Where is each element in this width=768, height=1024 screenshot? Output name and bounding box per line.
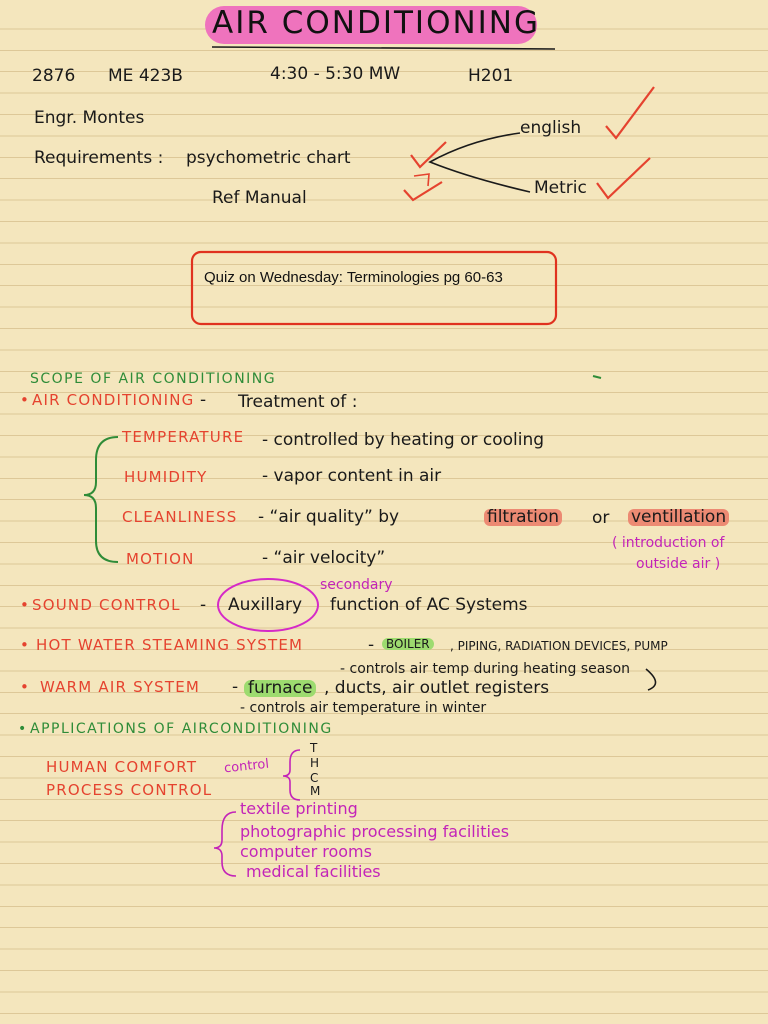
- branch-metric: Metric: [534, 178, 587, 198]
- human-comfort: HUMAN COMFORT: [46, 758, 198, 776]
- bullet-icon: •: [20, 596, 31, 614]
- brace-icon-thcm: [283, 750, 300, 800]
- thcm-t: T: [310, 741, 318, 755]
- check-icon-english: [606, 87, 654, 138]
- course-code: 2876: [32, 66, 76, 86]
- sound-dash: -: [200, 595, 207, 615]
- note-outside-air: outside air ): [636, 556, 721, 572]
- quiz-box-border: [192, 252, 556, 324]
- term-cleanliness: CLEANLINESS: [122, 508, 238, 526]
- green-mark-icon: [593, 376, 601, 378]
- bullet-icon: •: [20, 391, 31, 409]
- app-computer: computer rooms: [240, 842, 372, 861]
- auxillary-word: Auxillary: [228, 595, 303, 615]
- desc-humidity: - vapor content in air: [262, 466, 442, 486]
- highlight-ventilation: ventillation: [628, 509, 729, 526]
- term-humidity: HUMIDITY: [124, 468, 208, 486]
- highlight-boiler: BOILER: [382, 638, 434, 650]
- process-control: PROCESS CONTROL: [46, 781, 213, 799]
- sound-label: SOUND CONTROL: [32, 596, 181, 614]
- app-photographic: photographic processing facilities: [240, 822, 510, 841]
- text-or: or: [592, 508, 610, 528]
- hot-water-dash: -: [368, 635, 375, 655]
- title-underline: [212, 47, 555, 49]
- ac-label: AIR CONDITIONING: [32, 391, 195, 409]
- warm-air-dash: -: [232, 677, 239, 697]
- note-introduction: ( introduction of: [612, 535, 725, 551]
- highlight-furnace: furnace: [244, 680, 316, 697]
- desc-cleanliness: - “air quality” by: [258, 507, 400, 527]
- desc-temperature: - controlled by heating or cooling: [262, 430, 545, 450]
- ac-dash: -: [200, 390, 207, 410]
- desc-motion: - “air velocity”: [262, 548, 386, 568]
- requirements-label: Requirements :: [34, 148, 164, 168]
- curl-arrow-icon: [646, 669, 656, 690]
- hot-water-label: HOT WATER STEAMING SYSTEM: [36, 636, 304, 654]
- thcm-m: M: [310, 784, 321, 798]
- hot-water-items: , PIPING, RADIATION DEVICES, PUMP: [450, 639, 668, 653]
- branch-english: english: [520, 118, 582, 138]
- class-time: 4:30 - 5:30 MW: [270, 64, 401, 84]
- warm-air-desc: - controls air temperature in winter: [240, 700, 487, 716]
- applications-heading: APPLICATIONS OF AIRCONDITIONING: [30, 721, 333, 737]
- room: H201: [468, 66, 514, 86]
- brace-icon-scope: [84, 437, 118, 562]
- check-icon-manual: [404, 182, 442, 200]
- bullet-icon: •: [18, 721, 28, 737]
- sound-desc: function of AC Systems: [330, 595, 528, 615]
- control-note: control: [223, 756, 270, 777]
- thcm-h: H: [310, 756, 320, 770]
- bullet-icon: •: [20, 678, 31, 696]
- hot-water-desc: - controls air temp during heating season: [340, 661, 631, 677]
- thcm-c: C: [310, 771, 319, 785]
- app-medical: medical facilities: [246, 862, 381, 881]
- page-title: AIR CONDITIONING: [212, 5, 541, 41]
- app-textile: textile printing: [240, 799, 358, 818]
- term-temperature: TEMPERATURE: [122, 428, 245, 446]
- secondary-note: secondary: [320, 577, 393, 593]
- requirement-manual: Ref Manual: [212, 188, 307, 208]
- check-icon-metric: [597, 158, 650, 198]
- scope-heading: SCOPE OF AIR CONDITIONING: [30, 371, 277, 387]
- term-motion: MOTION: [126, 550, 195, 568]
- course-name: ME 423B: [108, 66, 183, 86]
- quiz-note: Quiz on Wednesday: Terminologies pg 60-63: [204, 269, 503, 286]
- warm-air-items: , ducts, air outlet registers: [324, 678, 550, 698]
- check-icon-chart: [411, 142, 446, 167]
- highlight-filtration: filtration: [484, 509, 562, 526]
- warm-air-label: WARM AIR SYSTEM: [40, 678, 201, 696]
- brace-icon-process: [214, 812, 236, 876]
- instructor: Engr. Montes: [34, 108, 145, 128]
- ac-definition: Treatment of :: [238, 392, 358, 412]
- small-mark-icon: [414, 174, 429, 186]
- requirement-chart: psychometric chart: [186, 148, 351, 168]
- bullet-icon: •: [20, 636, 31, 654]
